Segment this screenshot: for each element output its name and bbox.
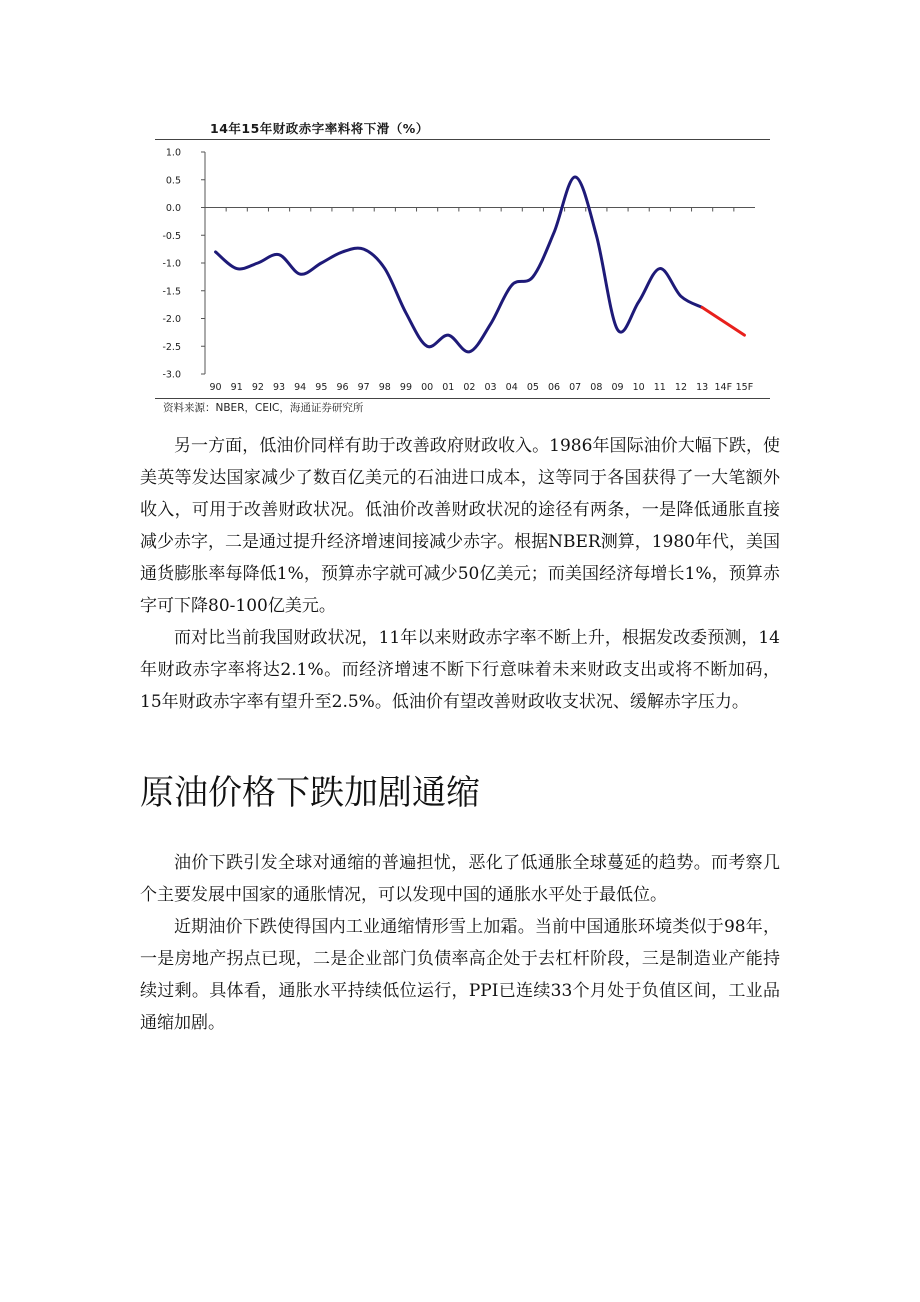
x-tick-label: 13 xyxy=(696,382,709,393)
x-tick-label: 10 xyxy=(632,382,645,393)
y-tick-label: -1.5 xyxy=(162,286,181,298)
y-tick-label: -3.0 xyxy=(162,369,181,381)
paragraph: 而对比当前我国财政状况，11年以来财政赤字率不断上升，根据发改委预测，14年财政赤字率将达2.1%。而经济增速不断下行意味着未来财政支出或将不断加码，15年财政赤字率有望升至2.5%。低油价有望改善财政收支状况、缓解赤字压力。 xyxy=(140,628,780,712)
x-tick-label: 08 xyxy=(590,382,603,393)
y-tick-label: 1.0 xyxy=(165,147,181,159)
x-tick-label: 97 xyxy=(357,382,370,393)
y-axis xyxy=(162,148,205,381)
x-tick-label: 02 xyxy=(463,382,476,393)
series-lines xyxy=(216,177,745,352)
chart-source: 资料来源：NBER，CEIC，海通证券研究所 xyxy=(163,402,364,414)
body-section-1 xyxy=(140,430,780,718)
x-tick-label: 92 xyxy=(251,382,264,393)
x-tick-label: 14F xyxy=(714,382,733,393)
series-line-1 xyxy=(702,307,744,335)
x-tick-label: 04 xyxy=(505,382,518,393)
chart-title: 14年15年财政赤字率料将下滑（%） xyxy=(210,121,429,136)
x-tick-label: 96 xyxy=(336,382,349,393)
x-tick-label: 11 xyxy=(653,382,666,393)
x-tick-label: 01 xyxy=(442,382,455,393)
x-tick-label: 95 xyxy=(315,382,328,393)
x-tick-label: 03 xyxy=(484,382,497,393)
paragraph: 另一方面，低油价同样有助于改善政府财政收入。1986年国际油价大幅下跌，使美英等发达国家减少了数百亿美元的石油进口成本，这等同于各国获得了一大笔额外收入，可用于改善财政状况。低油价改善财政状况的途径有两条，一是降低通胀直接减少赤字，二是通过提升经济增速间接减少赤字。根据NBER测算，1980年代，美国通货膨胀率每降低1%，预算赤字就可减少50亿美元；而美国经济每增长1%，预算赤字可下降80-100亿美元。 xyxy=(140,436,780,616)
y-tick-label: -1.0 xyxy=(162,258,181,270)
x-tick-label: 98 xyxy=(378,382,391,393)
x-tick-label: 07 xyxy=(569,382,582,393)
paragraph: 油价下跌引发全球对通缩的普遍担忧，恶化了低通胀全球蔓延的趋势。而考察几个主要发展中国家的通胀情况，可以发现中国的通胀水平处于最低位。 xyxy=(140,853,780,905)
paragraph: 近期油价下跌使得国内工业通缩情形雪上加霜。当前中国通胀环境类似于98年，一是房地产拐点已现，二是企业部门负债率高企处于去杠杆阶段，三是制造业产能持续过剩。具体看，通胀水平持续低位运行，PPI已连续33个月处于负值区间，工业品通缩加剧。 xyxy=(140,917,780,1033)
x-tick-label: 93 xyxy=(272,382,286,393)
chart-bottom-rule xyxy=(155,398,770,399)
deficit-chart-figure xyxy=(155,112,770,422)
section-heading: 原油价格下跌加剧通缩 xyxy=(140,773,480,813)
x-tick-label: 94 xyxy=(294,382,307,393)
y-tick-label: 0.0 xyxy=(165,203,181,214)
y-tick-label: 0.5 xyxy=(165,175,181,187)
y-tick-label: -2.0 xyxy=(162,314,181,325)
x-tick-label: 09 xyxy=(611,382,624,393)
x-tick-label: 99 xyxy=(399,382,413,393)
x-tick-label: 06 xyxy=(547,382,561,393)
body-section-2 xyxy=(140,847,780,1039)
x-tick-label: 90 xyxy=(209,382,222,393)
y-tick-label: -2.5 xyxy=(162,341,181,353)
x-tick-label: 00 xyxy=(421,382,434,393)
x-tick-label: 05 xyxy=(526,382,539,393)
y-tick-label: -0.5 xyxy=(162,230,181,242)
line-chart xyxy=(155,140,770,398)
x-tick-label: 12 xyxy=(674,382,688,393)
x-tick-label: 91 xyxy=(230,382,243,393)
x-tick-label: 15F xyxy=(735,382,754,393)
x-axis xyxy=(205,208,755,394)
series-line-0 xyxy=(216,177,703,352)
